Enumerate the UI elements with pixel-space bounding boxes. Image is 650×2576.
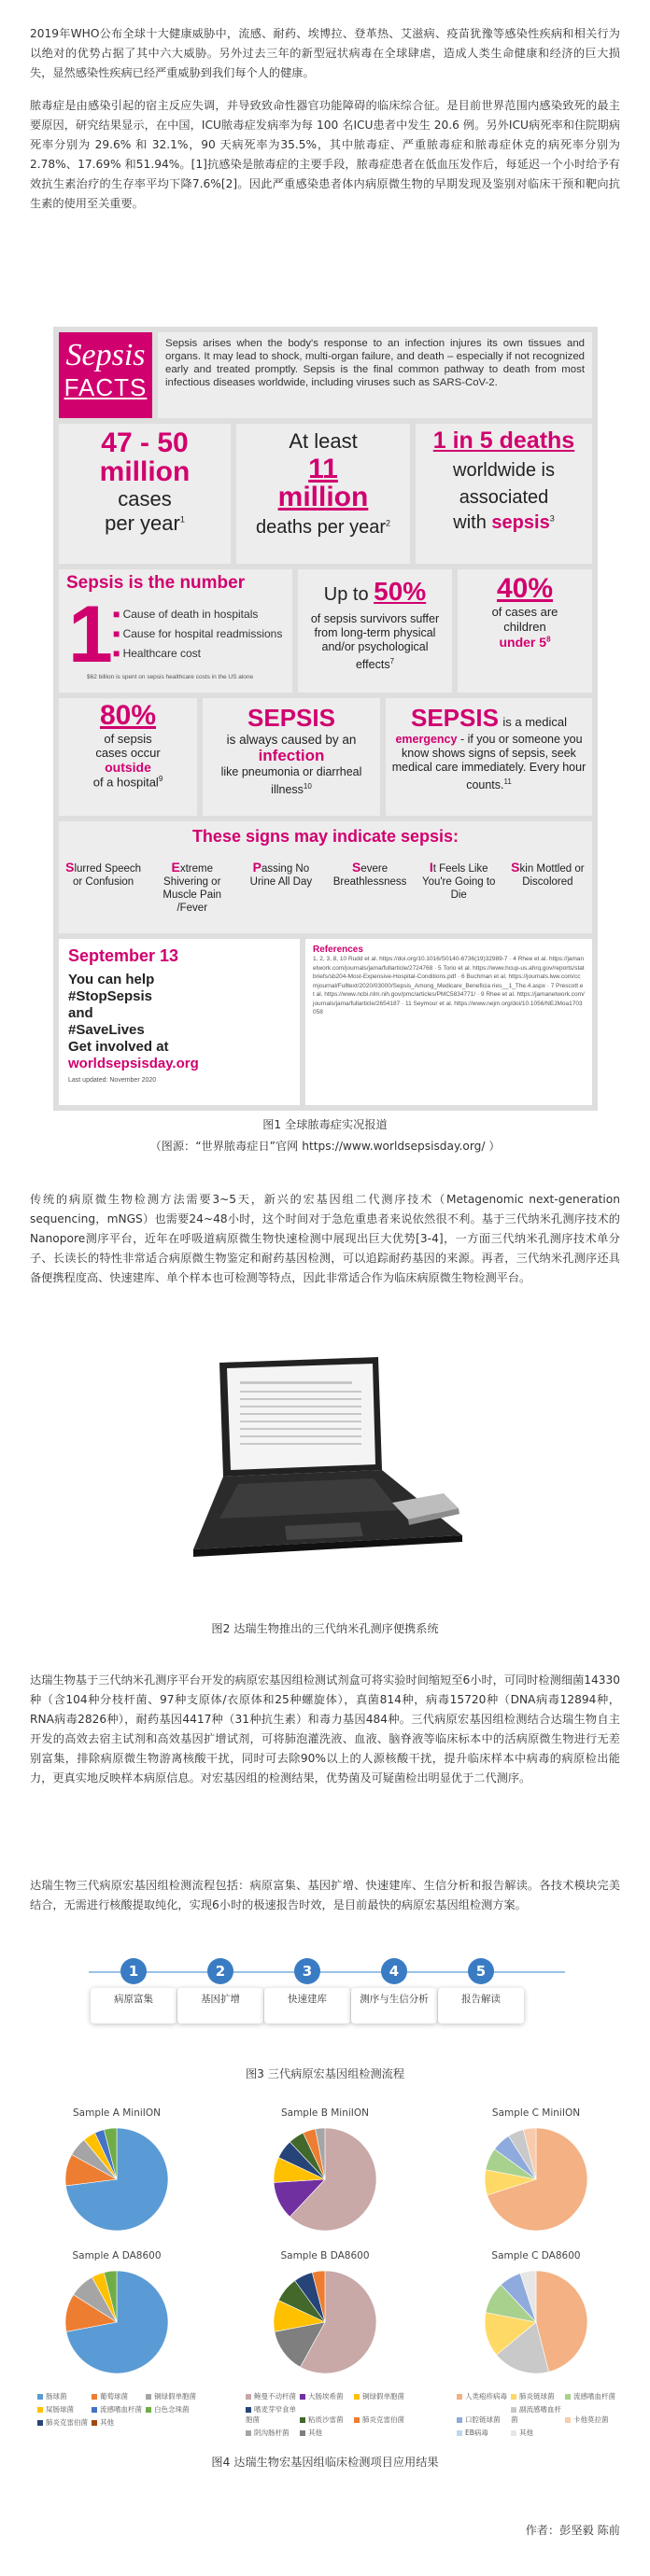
emergency-text: emergency - if you or someone you know shows signs of sepsis, seek medical care immediately. Every hour counts.$^{11}$: [391, 733, 586, 792]
legend-item: 肺炎克雷伯菌: [37, 2417, 92, 2428]
ngs-paragraph: 传统的病原微生物检测方法需要3~5天，新兴的宏基因组二代测序技术（Metagenomic next-generation sequencing，mNGS）也需要24~48小时，这个时间对于急危重患者来说依然很不利。基于三代纳米孔测序技术的Nanopore测序平台，近年在呼吸道病原微生物快速检测中展现出巨大优势[3-4]，一方面三代纳米孔测序技术单分子、长读长的特性非常适合病原微生物鉴定和耐药基因检测，可以追踪耐药基因的来源。再者，三代纳米孔测序还具备便携程度高、快速建库、单个样本也可检测等特点，因此非常适合作为临床病原微生物检测平台。: [30, 1193, 620, 1284]
legend-item: 口腔链球菌: [457, 2415, 511, 2425]
fig1-caption: 图1 全球脓毒症实况报道: [262, 1118, 388, 1131]
step-label: 测序与生信分析: [351, 1988, 437, 2023]
sign-item: Extreme Shivering or Muscle Pain /Fever: [162, 860, 222, 914]
cases-stat: [59, 424, 231, 564]
pie-title: Sample A MiniION: [73, 2107, 161, 2119]
step-number: 2: [207, 1958, 233, 1984]
kit-paragraph: 达瑞生物基于三代纳米孔测序平台开发的病原宏基因组检测试剂盒可将实验时间缩短至6小时，可同时检测细菌14330种（含104种分枝杆菌、97种支原体/衣原体和25种螺旋体），真菌814种，病毒15720种（DNA病毒12894种，RNA病毒2826种），耐药基因4417种（31种抗生素）和毒力基因484种。三代病原宏基因组检测结合达瑞生物自主开发的高效去宿主试剂和高效基因扩增试剂，可将肺泡灌洗液、血液、脑脊液等临床标本中的活病原微生物进行无差别富集，排除病原微生物游离核酸干扰，同时可去除90%以上的人源核酸干扰，提升临床样本中病毒的病原检出能力，更真实地反映样本病原信息。对宏基因组的检测结果，优势菌及可疑菌检出明显优于二代测序。: [30, 1673, 620, 1785]
pie-legend: [246, 2391, 414, 2441]
pie-title: Sample B DA8600: [280, 2250, 370, 2261]
sepsis-logo: [59, 332, 152, 418]
one-in-five-line3: with sepsis$^3$: [453, 512, 555, 533]
emergency-stat: [386, 698, 592, 816]
infection-examples: like pneumonia or diarrheal illness$^{10}$: [220, 765, 362, 797]
sign-item: Passing No Urine All Day: [249, 860, 313, 888]
flow-paragraph: 达瑞生物三代病原宏基因组检测流程包括：病原富集、基因扩增、快速建库、生信分析和报告解读。各技术模块完美结合，无需进行核酸提取纯化，实现6小时的极速报告时效，是目前最快的病原宏基因组检测方案。: [30, 1879, 620, 1911]
deaths-label: deaths per year$^2$: [256, 517, 390, 538]
signs-title: These signs may indicate sepsis:: [191, 827, 459, 846]
outside-hospital-stat: [59, 698, 197, 816]
last-updated: Last updated: November 2020: [68, 1077, 157, 1084]
legend-item: 其他: [92, 2417, 146, 2428]
children-age: under $5^8$: [499, 635, 551, 650]
outside-text: of sepsis cases occur: [95, 732, 161, 760]
infection-text: is always caused by an: [226, 733, 357, 747]
legend-item: 其他: [300, 2428, 354, 2438]
step-label: 基因扩增: [177, 1988, 263, 2023]
legend-item: 葡萄球菌: [92, 2391, 146, 2401]
sepsis-day-date: September 13: [68, 946, 179, 965]
intro-text: Sepsis arises when the body's response to an infection injures its own tissues and organs. It may lead to shock, multi-organ failure, and death – especially if not recognized early and treated promptly. Sepsis is the final common pathway to death from most infectious diseases worldwide, including viruses such as SARS-CoV-2.: [158, 332, 592, 418]
step-number: 3: [294, 1958, 320, 1984]
sign-item: It Feels Like You're Going to Die: [421, 860, 496, 901]
sign-item: Skin Mottled or Discolored: [511, 860, 585, 888]
infection-word: infection: [258, 747, 325, 764]
legend-item: 阴沟肠杆菌: [246, 2428, 300, 2438]
survivors-stat: [298, 569, 452, 693]
pie-chart: [272, 2126, 378, 2233]
legend-item: 屎肠球菌: [37, 2404, 92, 2415]
pie-chart: [64, 2269, 170, 2375]
intro-paragraph: 2019年WHO公布全球十大健康威胁中，流感、耐药、埃博拉、登革热、艾滋病、疫苗犹豫等感染性疾病和相关行为以绝对的优势占据了其中六大威胁。另外过去三年的新型冠状病毒在全球肆虐，造成人类生命健康和经济的巨大损失，显然感染性疾病已经严重威胁到我们每个人的健康。: [30, 27, 620, 79]
outside-text2: of a hospital$^9$: [92, 775, 163, 790]
legend-item: 铜绿假单胞菌: [146, 2391, 200, 2401]
fig1-source: （图源：“世界脓毒症日”官网 https://www.worldsepsisday.org/ ）: [149, 1140, 501, 1153]
step-label: 报告解读: [438, 1988, 524, 2023]
awareness-panel: [59, 939, 300, 1105]
children-percent: 40%: [496, 573, 554, 604]
legend-item: 肠球菌: [37, 2391, 92, 2401]
outside-percent: 80%: [99, 700, 157, 731]
pie-title: Sample C DA8600: [491, 2250, 581, 2261]
pie-chart: [272, 2269, 378, 2375]
step-label: 病原富集: [91, 1988, 177, 2023]
one-in-five-line2: associated: [459, 487, 549, 508]
awareness-text: You can help #StopSepsis and #SaveLives Get involved at: [68, 972, 169, 1055]
references-panel: [305, 939, 592, 1105]
outside-emphasis: outside: [105, 760, 151, 775]
children-stat: [458, 569, 592, 693]
number-one-item: ■ Cause of death in hospitals: [113, 608, 259, 621]
deaths-prefix: At least: [289, 429, 358, 453]
deaths-stat: [236, 424, 410, 564]
pie-chart: [483, 2126, 589, 2233]
children-text: of cases are children: [491, 605, 558, 634]
legend-item: 铜绿假单胞菌: [354, 2391, 408, 2401]
sepsis-paragraph: 脓毒症是由感染引起的宿主反应失调，并导致致命性器官功能障碍的临床综合征。是目前世界范围内感染致死的最主要原因，研究结果显示，在中国，ICU脓毒症发病率为每 100 名ICU患者中发生 20.6 例。另外ICU病死率和住院期病死率分别为 29.6% 和 32.1%，90 天病死率为35.5%，其中脓毒症、严重脓毒症和脓毒症休克的病死率分别为 2.78%、17.69% 和51.94%。[1]抗感染是脓毒症的主要手段，脓毒症患者在低血压发作后，每延迟一个小时给予有效抗生素治疗的生存率平均下降7.6%[2]。因此严重感染患者体内病原微生物的早期发现及鉴别对临床干预和靶向抗生素的使用至关重要。: [30, 99, 620, 210]
step-number: 1: [120, 1958, 147, 1984]
survivors-text: of sepsis survivors suffer from long-term physical and/or psychological effects$^7$: [310, 612, 440, 672]
number-one-item: ■ Cause for hospital readmissions: [113, 627, 283, 640]
number-one-panel: [59, 569, 292, 693]
sign-item: Severe Breathlessness: [332, 860, 407, 888]
legend-item: 白色念珠菌: [146, 2404, 200, 2415]
deaths-unit: million: [277, 482, 369, 512]
references-title: References: [313, 945, 363, 955]
one-in-five-line1: worldwide is: [453, 460, 555, 481]
pie-legend: [37, 2391, 205, 2430]
legend-item: 肺炎克雷伯菌: [354, 2415, 408, 2425]
laptop-sequencer-image: [182, 1353, 472, 1577]
cases-unit: million: [99, 456, 191, 487]
logo-title: Sepsis: [65, 338, 146, 372]
legend-item: 流感嗜血杆菌: [92, 2404, 146, 2415]
one-in-five-stat: [416, 424, 592, 564]
signs-panel: [59, 821, 592, 933]
legend-item: 嗜麦芽窄食单胞菌: [246, 2405, 296, 2424]
fig4-caption: 图4 达瑞生物宏基因组临床检测项目应用结果: [211, 2456, 439, 2469]
one-in-five-title: 1 in 5 deaths: [432, 427, 575, 454]
emergency-title: SEPSIS is a medical: [410, 704, 568, 732]
sepsis-facts-infographic: [53, 327, 598, 1111]
step-label: 快速建库: [264, 1988, 350, 2023]
author-line: 作者：彭坚毅 陈前: [525, 2524, 620, 2537]
pie-title: Sample C MiniION: [491, 2107, 581, 2119]
legend-item: 其他: [511, 2428, 565, 2438]
legend-item: 粘质沙雷菌: [300, 2415, 354, 2425]
number-one-note: $62 billion is spent on sepsis healthcare costs in the US alone: [87, 674, 254, 680]
fig2-caption: 图2 达瑞生物推出的三代纳米孔测序便携系统: [211, 1622, 439, 1635]
pie-title: Sample B MiniION: [280, 2107, 369, 2119]
survivors-headline: Up to 50%: [323, 577, 427, 606]
fig3-caption: 图3 三代病原宏基因组检测流程: [245, 2067, 405, 2080]
deaths-number: 11: [308, 454, 338, 484]
pie-legend: [457, 2391, 625, 2441]
legend-item: EB病毒: [457, 2428, 511, 2438]
infection-cause-stat: [203, 698, 380, 816]
sign-item: Slurred Speech or Confusion: [65, 860, 142, 888]
cases-per-year: per year$^1$: [105, 511, 185, 535]
number-one-list: [113, 605, 282, 664]
legend-item: 大肠埃希菌: [300, 2391, 354, 2401]
legend-item: 流感嗜血杆菌: [565, 2391, 619, 2401]
cases-label: cases: [118, 487, 172, 511]
website-link[interactable]: worldsepsisday.org: [68, 1056, 199, 1071]
logo-subtitle: FACTS: [64, 373, 148, 401]
signs-row: [59, 861, 592, 915]
number-one-title: Sepsis is the number: [66, 573, 246, 593]
laptop-illustration: [182, 1353, 472, 1577]
pie-chart: [64, 2126, 170, 2233]
number-one-item: ■ Healthcare cost: [113, 647, 201, 660]
infection-title: SEPSIS: [247, 704, 335, 732]
legend-item: 副流感嗜血杆菌: [511, 2405, 561, 2424]
pie-chart: [483, 2269, 589, 2375]
step-number: 5: [468, 1958, 494, 1984]
legend-item: 卡他莫拉菌: [565, 2415, 619, 2425]
legend-item: 人类疱疹病毒: [457, 2391, 511, 2401]
legend-item: 鲍曼不动杆菌: [246, 2391, 300, 2401]
references-list: 1, 2, 3, 8, 10 Rudd et al. https://doi.org/10.1016/S0140-6736(19)32989-7 · 4 Rhee et al. https://jamanetwork.com/journals/jama/fullarticle/2724768 · 5 Torio et al. https://www.hcup-us.ahrq.gov/reports/statbriefs/sb204-Most-Expensive-Hospital-Conditions.pdf · 6 Buchman et al. https://journals.lww.com/ccmjournal/Fulltext/2020/03000/Sepsis_Among_Medicare_Beneficia ries__1_The.4.aspx · 7 Prescott et al. https://www.ncbi.nlm.nih.gov/pmc/articles/PMC5834771/ · 9 Rhee et al. https://jamanetwork.com/journals/jama/fullarticle/2654187 · 11 Seymour et al. https://www.nejm.org/doi/10.1056/NEJMoa1703058: [313, 956, 585, 1015]
step-number: 4: [381, 1958, 407, 1984]
number-one-digit: 1: [68, 590, 113, 679]
pie-title: Sample A DA8600: [72, 2250, 162, 2261]
legend-item: 肺炎链球菌: [511, 2391, 565, 2401]
cases-number: 47 - 50: [101, 427, 189, 458]
